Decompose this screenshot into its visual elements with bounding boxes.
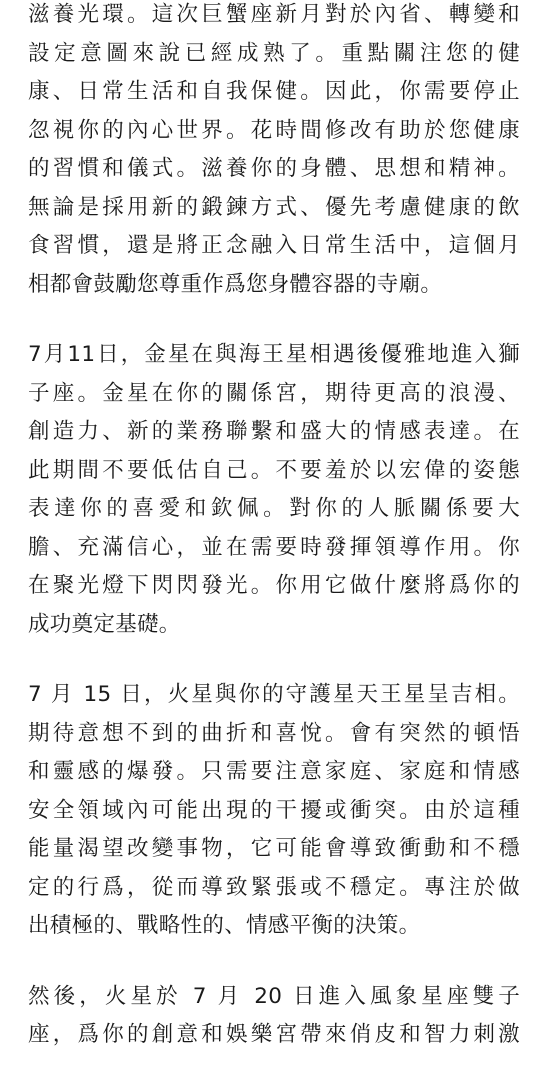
text-line: 座，爲你的創意和娛樂宮帶來俏皮和智力刺激 bbox=[28, 1022, 520, 1047]
text-line: 康、日常生活和自我保健。因此，你需要停止 bbox=[28, 79, 520, 104]
text-line: 成功奠定基礎。 bbox=[28, 611, 181, 637]
text-line: 安全領域內可能出現的干擾或衝突。由於這種 bbox=[28, 797, 520, 823]
text-line: 食習慣，還是將正念融入日常生活中，這個月 bbox=[28, 233, 520, 258]
text-line: 此期間不要低估自己。不要羞於以宏偉的姿態 bbox=[28, 457, 520, 483]
paragraph-cancer-new-moon bbox=[28, 0, 520, 304]
text-line: 期待意想不到的曲折和喜悅。會有突然的頓悟 bbox=[28, 720, 520, 746]
text-line: 滋養光環。這次巨蟹座新月對於內省、轉變和 bbox=[28, 2, 520, 27]
text-line: 的習慣和儀式。滋養你的身體、思想和精神。 bbox=[28, 156, 520, 181]
paragraph-mars-uranus bbox=[28, 676, 520, 946]
text-line: 表達你的喜愛和欽佩。對你的人脈關係要大 bbox=[28, 496, 520, 521]
text-line: 相都會鼓勵您尊重作爲您身體容器的寺廟。 bbox=[28, 271, 443, 297]
text-line: 膽、充滿信心，並在需要時發揮領導作用。你 bbox=[28, 534, 520, 560]
article-body bbox=[28, 0, 520, 1087]
text-line: 和靈感的爆發。只需要注意家庭、家庭和情感 bbox=[28, 759, 520, 784]
text-line: 忽視你的內心世界。花時間修改有助於您健康 bbox=[28, 117, 520, 143]
text-line: 在聚光燈下閃閃發光。你用它做什麼將爲你的 bbox=[28, 573, 520, 598]
text-line: 無論是採用新的鍛鍊方式、優先考慮健康的飲 bbox=[28, 194, 520, 220]
text-line: 子座。金星在你的關係宮，期待更高的浪漫、 bbox=[28, 380, 520, 406]
text-line: 7月11日，金星在與海王星相遇後優雅地進入獅 bbox=[28, 342, 520, 367]
text-line: 創造力、新的業務聯繫和盛大的情感表達。在 bbox=[28, 419, 520, 444]
text-line: 然後，火星於 7 月 20 日進入風象星座雙子 bbox=[28, 983, 520, 1009]
text-line: 7 月 15 日，火星與你的守護星天王星呈吉相。 bbox=[28, 682, 520, 707]
paragraph-venus-leo bbox=[28, 336, 520, 644]
text-line: 定的行爲，從而導致緊張或不穩定。專注於做 bbox=[28, 874, 520, 900]
text-line: 能量渴望改變事物，它可能會導致衝動和不穩 bbox=[28, 836, 520, 861]
text-line: 出積極的、戰略性的、情感平衡的決策。 bbox=[28, 913, 421, 938]
paragraph-mars-gemini bbox=[28, 978, 520, 1055]
text-line: 設定意圖來說已經成熟了。重點關注您的健 bbox=[28, 40, 520, 66]
